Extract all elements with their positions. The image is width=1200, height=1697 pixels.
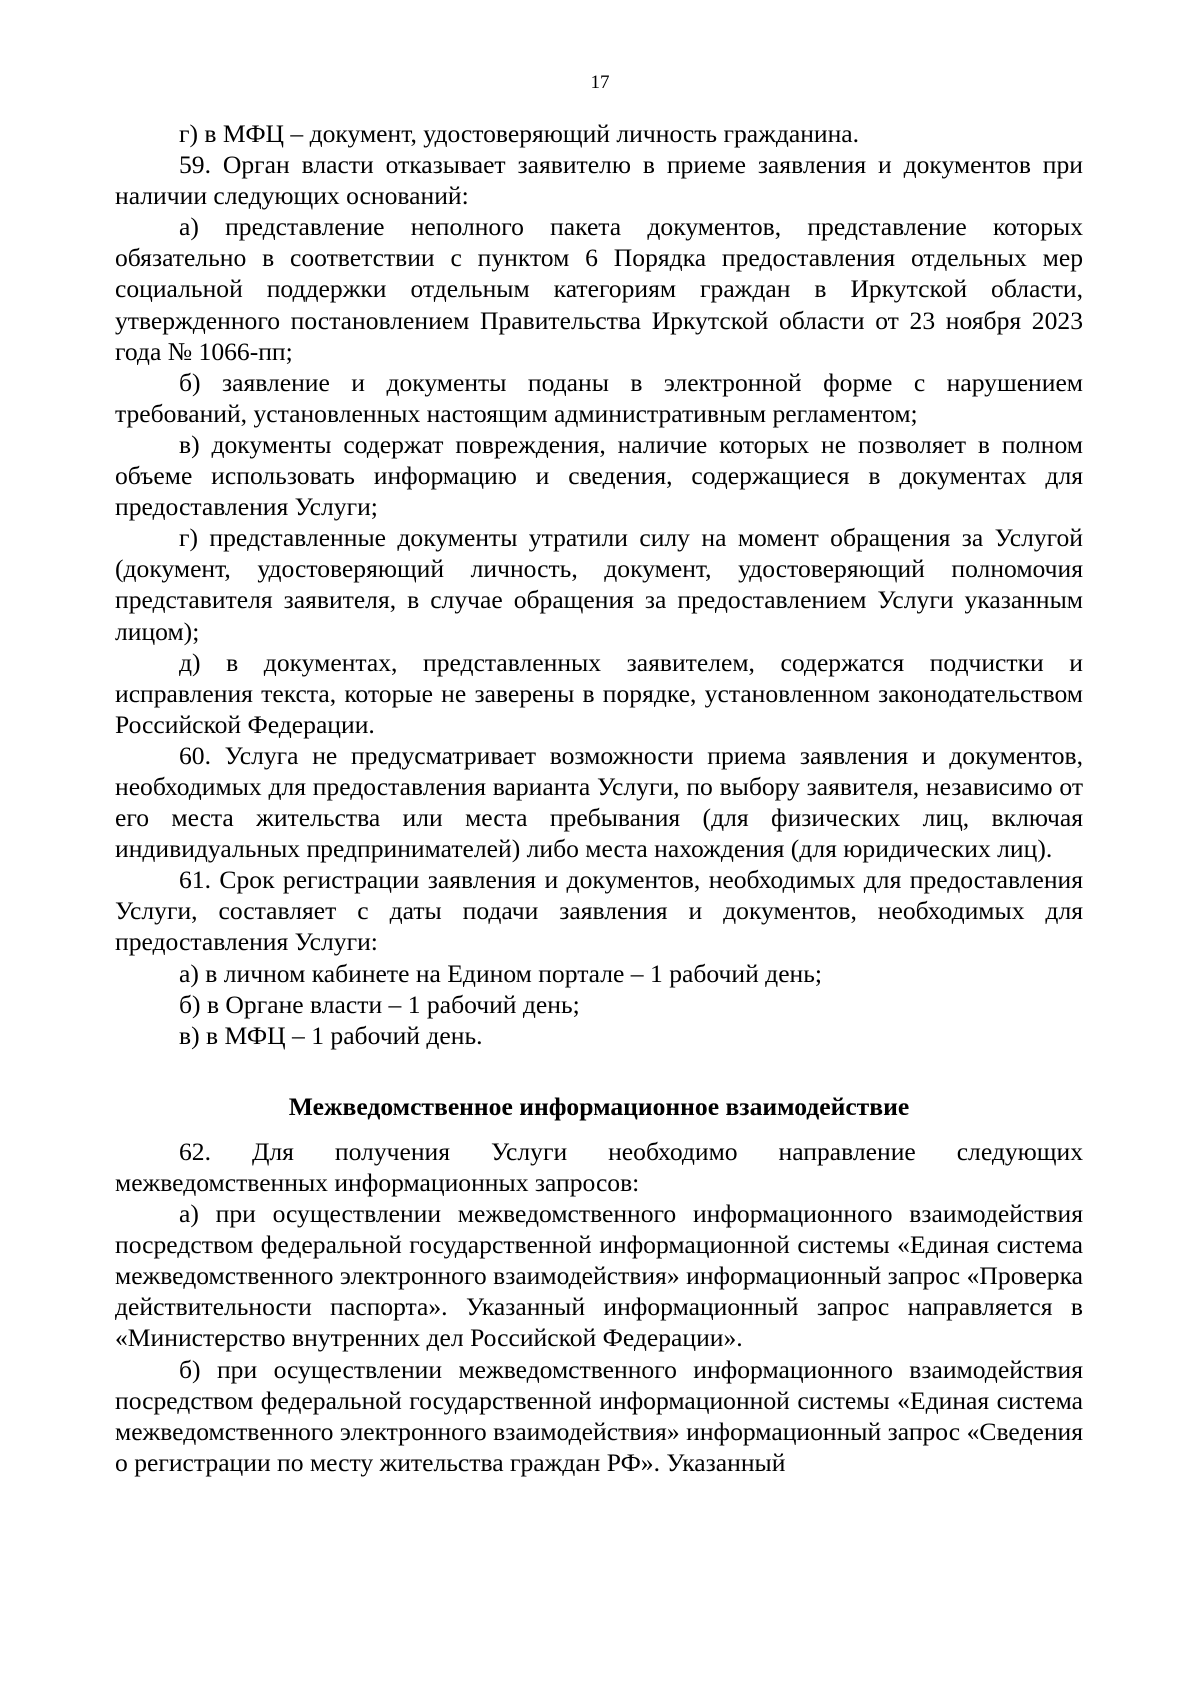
page-number: 17 [590, 72, 610, 93]
paragraph-62: 62. Для получения Услуги необходимо направление следующих межведомственных информационных запросов: [115, 1136, 1083, 1197]
paragraph-60: 60. Услуга не предусматривает возможности приема заявления и документов, необходимых для предоставления варианта Услуги, по выбору заявителя, независимо от его места жительства или места пребывания (для физических лиц, включая индивидуальных предпринимателей) либо места нахождения (для юридических лиц). [115, 740, 1083, 864]
paragraph-62-b: б) при осуществлении межведомственного информационного взаимодействия посредством федеральной государственной информационной системы «Единая система межведомственного электронного взаимодействия» информационный запрос «Сведения о регистрации по месту жительства граждан РФ». Указанный [115, 1354, 1083, 1477]
paragraph-62-a: а) при осуществлении межведомственного информационного взаимодействия посредством федеральной государственной информационной системы «Единая система межведомственного электронного взаимодействия» информационный запрос «Проверка действительности паспорта». Указанный информационный запрос направляется в «Министерство внутренних дел Российской Федерации». [115, 1199, 1083, 1353]
document-body [115, 118, 1083, 1478]
paragraph-61: 61. Срок регистрации заявления и документов, необходимых для предоставления Услуги, составляет с даты подачи заявления и документов, необходимых для предоставления Услуги: [115, 865, 1083, 957]
paragraph-61-a: а) в личном кабинете на Едином портале – 1 рабочий день; [179, 958, 823, 988]
paragraph-59-b: б) заявление и документы поданы в электронной форме с нарушением требований, установленных настоящим административным регламентом; [115, 367, 1083, 428]
paragraph-59-a: а) представление неполного пакета документов, представление которых обязательно в соответствии с пунктом 6 Порядка предоставления отдельных мер социальной поддержки отдельным категориям граждан в Иркутской области, утвержденного постановлением Правительства Иркутской области от 23 ноября 2023 года № 1066-пп; [115, 212, 1083, 366]
paragraph-59-g: г) представленные документы утратили силу на момент обращения за Услугой (документ, удостоверяющий личность, документ, удостоверяющий полномочия представителя заявителя, в случае обращения за предоставлением Услуги указанным лицом); [115, 523, 1083, 646]
paragraph-61-v: в) в МФЦ – 1 рабочий день. [179, 1020, 483, 1050]
paragraph-59-d: д) в документах, представленных заявителем, содержатся подчистки и исправления текста, которые не заверены в порядке, установленном законодательством Российской Федерации. [115, 647, 1083, 739]
paragraph-g-mfc: г) в МФЦ – документ, удостоверяющий личность гражданина. [179, 119, 860, 148]
paragraph-59: 59. Орган власти отказывает заявителю в приеме заявления и документов при наличии следующих оснований: [115, 150, 1083, 211]
paragraph-59-v: в) документы содержат повреждения, наличие которых не позволяет в полном объеме использовать информацию и сведения, содержащиеся в документах для предоставления Услуги; [115, 429, 1083, 522]
paragraph-61-b: б) в Органе власти – 1 рабочий день; [179, 989, 580, 1019]
section-heading: Межведомственное информационное взаимодействие [288, 1091, 910, 1121]
